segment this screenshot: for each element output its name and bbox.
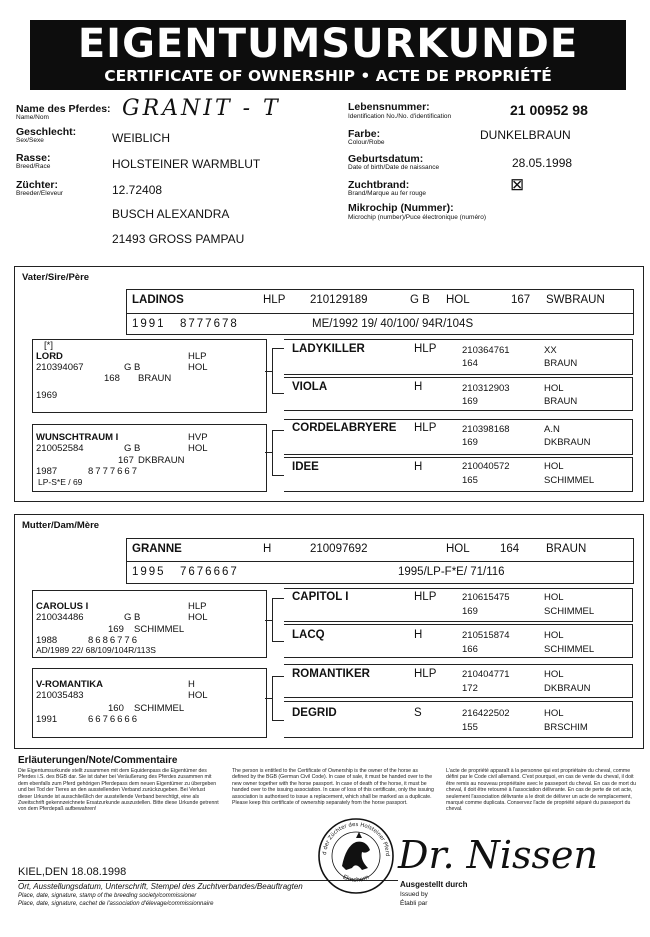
place-date: KIEL,DEN 18.08.1998 bbox=[18, 866, 127, 878]
sire-granddam-name: WUNSCHTRAUM I bbox=[36, 432, 119, 443]
ggp-breed: A.N bbox=[544, 424, 560, 435]
sire-granddam-height: 167 bbox=[118, 455, 134, 466]
sire-grandsire-height: 168 bbox=[104, 373, 120, 384]
ggp-reg: HLP bbox=[414, 343, 437, 355]
ggp-name: DEGRID bbox=[292, 707, 337, 719]
ggp-height: 169 bbox=[462, 437, 478, 448]
sire-grandsire-id: 210394067 bbox=[36, 362, 84, 373]
ggp-name: ROMANTIKER bbox=[292, 668, 370, 680]
dam-granddam-hol: HOL bbox=[188, 690, 208, 701]
sire-granddam-year: 1987 bbox=[36, 466, 58, 477]
ggp-name: IDEE bbox=[292, 461, 319, 473]
sex-sublabel: Sex/Sexe bbox=[16, 137, 44, 144]
sex-value: WEIBLICH bbox=[112, 131, 171, 145]
name-sublabel: Name/Nom bbox=[16, 114, 49, 121]
ggp-height: 169 bbox=[462, 396, 478, 407]
ggp-color: SCHIMMEL bbox=[544, 606, 595, 617]
sire-grandsire-color: BRAUN bbox=[138, 373, 172, 384]
breeder-address-value: 21493 GROSS PAMPAU bbox=[112, 232, 245, 246]
sire-granddam-hol: HOL bbox=[188, 443, 208, 454]
ggp-height: 166 bbox=[462, 644, 478, 655]
svg-text:Elmshorn: Elmshorn bbox=[341, 873, 371, 884]
ggp-height: 169 bbox=[462, 606, 478, 617]
ggp-id: 216422502 bbox=[462, 708, 510, 719]
document-subtitle: CERTIFICATE OF OWNERSHIP • ACTE DE PROPRIÉTÉ bbox=[104, 67, 552, 85]
dam-granddam-id: 210035483 bbox=[36, 690, 84, 701]
ggp-breed: HOL bbox=[544, 383, 564, 394]
sire-ggp-2 bbox=[284, 377, 633, 411]
ggp-reg: H bbox=[414, 381, 423, 393]
ggp-color: DKBRAUN bbox=[544, 437, 591, 448]
sire-name: LADINOS bbox=[132, 294, 184, 306]
horse-name-value: GRANIT - T bbox=[122, 96, 281, 121]
ggp-color: SCHIMMEL bbox=[544, 644, 595, 655]
ggp-reg: H bbox=[414, 461, 423, 473]
ggp-height: 165 bbox=[462, 475, 478, 486]
dam-number: 7676667 bbox=[180, 566, 239, 578]
sire-year: 1991 bbox=[132, 318, 166, 330]
breeder-label: Züchter: bbox=[16, 179, 58, 191]
ggp-reg: S bbox=[414, 707, 422, 719]
ggp-color: BRAUN bbox=[544, 358, 578, 369]
ggp-id: 210364761 bbox=[462, 345, 510, 356]
dam-grandsire-id: 210034486 bbox=[36, 612, 84, 623]
dam-granddam-number: 6676666 bbox=[88, 714, 139, 725]
life-number-value: 21 00952 98 bbox=[510, 102, 588, 118]
ggp-id: 210404771 bbox=[462, 669, 510, 680]
dam-grandsire-performance: AD/1989 22/ 68/109/104R/113S bbox=[36, 645, 156, 655]
name-label: Name des Pferdes: bbox=[16, 103, 111, 115]
chip-label: Mikrochip (Nummer): bbox=[348, 202, 454, 214]
dam-id: 210097692 bbox=[310, 543, 368, 555]
footer-caption-de: Ort, Ausstellungsdatum, Unterschrift, Stempel des Zuchtverbandes/Beauftragten bbox=[18, 882, 303, 891]
brand-mark-icon: ⊠ bbox=[510, 175, 525, 194]
ggp-reg: H bbox=[414, 629, 423, 641]
sire-granddam-reg: HVP bbox=[188, 432, 208, 443]
sire-granddam-number: 8777667 bbox=[88, 466, 139, 477]
ggp-color: DKBRAUN bbox=[544, 683, 591, 694]
ggp-reg: HLP bbox=[414, 422, 437, 434]
ggp-reg: HLP bbox=[414, 668, 437, 680]
sire-height: 167 bbox=[511, 294, 531, 306]
association-seal-icon bbox=[316, 816, 396, 896]
brand-sublabel: Brand/Marque au fer rouge bbox=[348, 190, 427, 197]
breeder-id-value: 12.72408 bbox=[112, 183, 163, 197]
issued-by-en: Issued by bbox=[400, 891, 428, 898]
dam-grandsire-hol: HOL bbox=[188, 612, 208, 623]
color-value: DUNKELBRAUN bbox=[480, 128, 571, 142]
breed-label: Rasse: bbox=[16, 152, 51, 164]
ggp-breed: HOL bbox=[544, 461, 564, 472]
ggp-breed: HOL bbox=[544, 592, 564, 603]
dam-year: 1995 bbox=[132, 566, 166, 578]
sire-granddam-performance: LP-S*E / 69 bbox=[38, 477, 83, 487]
title-banner bbox=[30, 20, 626, 90]
dam-section-label: Mutter/Dam/Mère bbox=[22, 520, 100, 531]
ggp-name: LACQ bbox=[292, 629, 325, 641]
birth-label: Geburtsdatum: bbox=[348, 153, 424, 165]
sire-granddam-gb: G B bbox=[124, 443, 141, 454]
dam-grandsire-color: SCHIMMEL bbox=[134, 624, 185, 635]
notes-english: The person is entitled to the Certificate of Ownership is the owner of the horse as defined by the BGB (German Civil Code). In case of sale, it must be handed over to the new owner together with the horse passport. In case of death of the horse, it must be handed over to the issuing association. In case of loss of this certificate, only the issuing association is authorised to issue a replacement, which shall be marked as a duplicate. Please keep this certificate of ownership separately from the horse passport. bbox=[232, 768, 434, 807]
sire-hol: HOL bbox=[446, 294, 470, 306]
ggp-breed: XX bbox=[544, 345, 557, 356]
ggp-height: 172 bbox=[462, 683, 478, 694]
sire-grandsire-reg: HLP bbox=[188, 351, 207, 362]
breeder-name-value: BUSCH ALEXANDRA bbox=[112, 207, 230, 221]
birth-sublabel: Date of birth/Date de naissance bbox=[348, 164, 440, 171]
sire-id: 210129189 bbox=[310, 294, 368, 306]
dam-performance: 1995/LP-F*E/ 71/116 bbox=[398, 566, 505, 578]
dam-color: BRAUN bbox=[546, 543, 587, 555]
dam-grandsire-year: 1988 bbox=[36, 635, 58, 646]
notes-heading: Erläuterungen/Note/Commentaire bbox=[18, 755, 178, 766]
sire-grandsire-name: LORD bbox=[36, 351, 63, 362]
ggp-breed: HOL bbox=[544, 630, 564, 641]
svg-text:Verband der Züchter des Holste: d der Züchter des Holsteiner Pferd bbox=[321, 821, 391, 857]
ggp-color: SCHIMMEL bbox=[544, 475, 595, 486]
sire-gb: G B bbox=[410, 294, 430, 306]
sire-granddam-id: 210052584 bbox=[36, 443, 84, 454]
ggp-id: 210515874 bbox=[462, 630, 510, 641]
ggp-height: 155 bbox=[462, 722, 478, 733]
breeder-sublabel: Breeder/Eleveur bbox=[16, 190, 63, 197]
dam-granddam-year: 1991 bbox=[36, 714, 58, 725]
color-sublabel: Colour/Robe bbox=[348, 139, 385, 146]
sire-grandsire-hol: HOL bbox=[188, 362, 208, 373]
sire-performance: ME/1992 19/ 40/100/ 94R/104S bbox=[312, 318, 474, 330]
ggp-name: CORDELABRYERE bbox=[292, 422, 397, 434]
ggp-breed: HOL bbox=[544, 708, 564, 719]
ggp-id: 210615475 bbox=[462, 592, 510, 603]
issued-by-de: Ausgestellt durch bbox=[400, 880, 468, 889]
sire-grandsire-gb: G B bbox=[124, 362, 141, 373]
breed-sublabel: Breed/Race bbox=[16, 163, 51, 170]
ggp-id: 210398168 bbox=[462, 424, 510, 435]
sire-number: 8777678 bbox=[180, 318, 239, 330]
notes-german: Die Eigentumsurkunde stellt zusammen mit dem Equidenpass die Eigentümer des Pferdes i.S. des BGB dar. Sie ist daher bei Veräußerung des Pferdes zusammen mit dem ebenfalls zum Pferd gehörigen Pferdepass dem neuen Eigentümer zu übergeben und bei Tod der Tieres an den ausstellenden Verband zurückzugeben. Bei Verlust dieser Urkunde ist ausschließlich der ausstellende Verband berechtigt, eine als Zweitschrift gekennzeichnete Ersatzurkunde auszustellen. Bitte diese Urkunde getrennt von dem Pferdepaß aufbewahren! bbox=[18, 768, 219, 813]
ggp-color: BRSCHIM bbox=[544, 722, 588, 733]
ggp-color: BRAUN bbox=[544, 396, 578, 407]
ggp-id: 210040572 bbox=[462, 461, 510, 472]
dam-granddam-color: SCHIMMEL bbox=[134, 703, 185, 714]
dam-granddam-reg: H bbox=[188, 679, 195, 690]
sex-label: Geschlecht: bbox=[16, 126, 77, 138]
ggp-breed: HOL bbox=[544, 669, 564, 680]
issued-by-fr: Établi par bbox=[400, 900, 428, 907]
sire-color: SWBRAUN bbox=[546, 294, 605, 306]
dam-grandsire-name: CAROLUS I bbox=[36, 601, 89, 612]
life-number-sublabel: Identification No./No. d'identification bbox=[348, 113, 452, 120]
footer-caption-en: Place, date, signature, stamp of the breeding society/commissioner bbox=[18, 893, 197, 899]
dam-hol: HOL bbox=[446, 543, 470, 555]
sire-reg: HLP bbox=[263, 294, 286, 306]
svg-text:Dr. Nissen: Dr. Nissen bbox=[398, 833, 598, 877]
dam-grandsire-height: 169 bbox=[108, 624, 124, 635]
sire-section-label: Vater/Sire/Père bbox=[22, 272, 90, 283]
signature bbox=[396, 818, 598, 882]
notes-french: L'acte de propriété apparaît à la personne qui est propriétaire du cheval, comme défini par le Code civil allemand. C'est pourquoi, en cas de vente du cheval, il doit être remis au nouveau propriétaire avec le passeport du cheval. En cas de mort du cheval, il doit être retourné à l'association délivrante. En cas de perte de cet acte, seulement l'association délivrante a le droit de délivrer un acte de remplacement, marqué comme duplicata. Conservez l'acte de propriété séparé du passeport du cheval. bbox=[446, 768, 637, 813]
ggp-reg: HLP bbox=[414, 591, 437, 603]
dam-grandsire-reg: HLP bbox=[188, 601, 207, 612]
ggp-height: 164 bbox=[462, 358, 478, 369]
chip-sublabel: Microchip (number)/Puce électronique (numéro) bbox=[348, 214, 487, 221]
breed-value: HOLSTEINER WARMBLUT bbox=[112, 157, 261, 171]
brand-label: Zuchtbrand: bbox=[348, 179, 410, 191]
footer-caption-fr: Place, date, signature, cachet de l'association d'élevage/commissionnaire bbox=[18, 901, 214, 907]
dam-grandsire-number: 8686776 bbox=[88, 635, 139, 646]
ggp-name: VIOLA bbox=[292, 381, 328, 393]
ggp-id: 210312903 bbox=[462, 383, 510, 394]
dam-granddam-height: 160 bbox=[108, 703, 124, 714]
sire-grandsire-year: 1969 bbox=[36, 390, 58, 401]
birth-value: 28.05.1998 bbox=[512, 156, 573, 170]
dam-height: 164 bbox=[500, 543, 520, 555]
life-number-label: Lebensnummer: bbox=[348, 101, 430, 113]
dam-reg: H bbox=[263, 543, 272, 555]
dam-granddam-name: V-ROMANTIKA bbox=[36, 679, 104, 690]
ggp-name: CAPITOL I bbox=[292, 591, 349, 603]
dam-grandsire-gb: G B bbox=[124, 612, 141, 623]
pedigree-mark: [*] bbox=[44, 340, 53, 351]
ggp-name: LADYKILLER bbox=[292, 343, 365, 355]
sire-granddam-color: DKBRAUN bbox=[138, 455, 185, 466]
document-title: EIGENTUMSURKUNDE bbox=[77, 21, 579, 67]
color-label: Farbe: bbox=[348, 128, 381, 140]
dam-name: GRANNE bbox=[132, 543, 182, 555]
